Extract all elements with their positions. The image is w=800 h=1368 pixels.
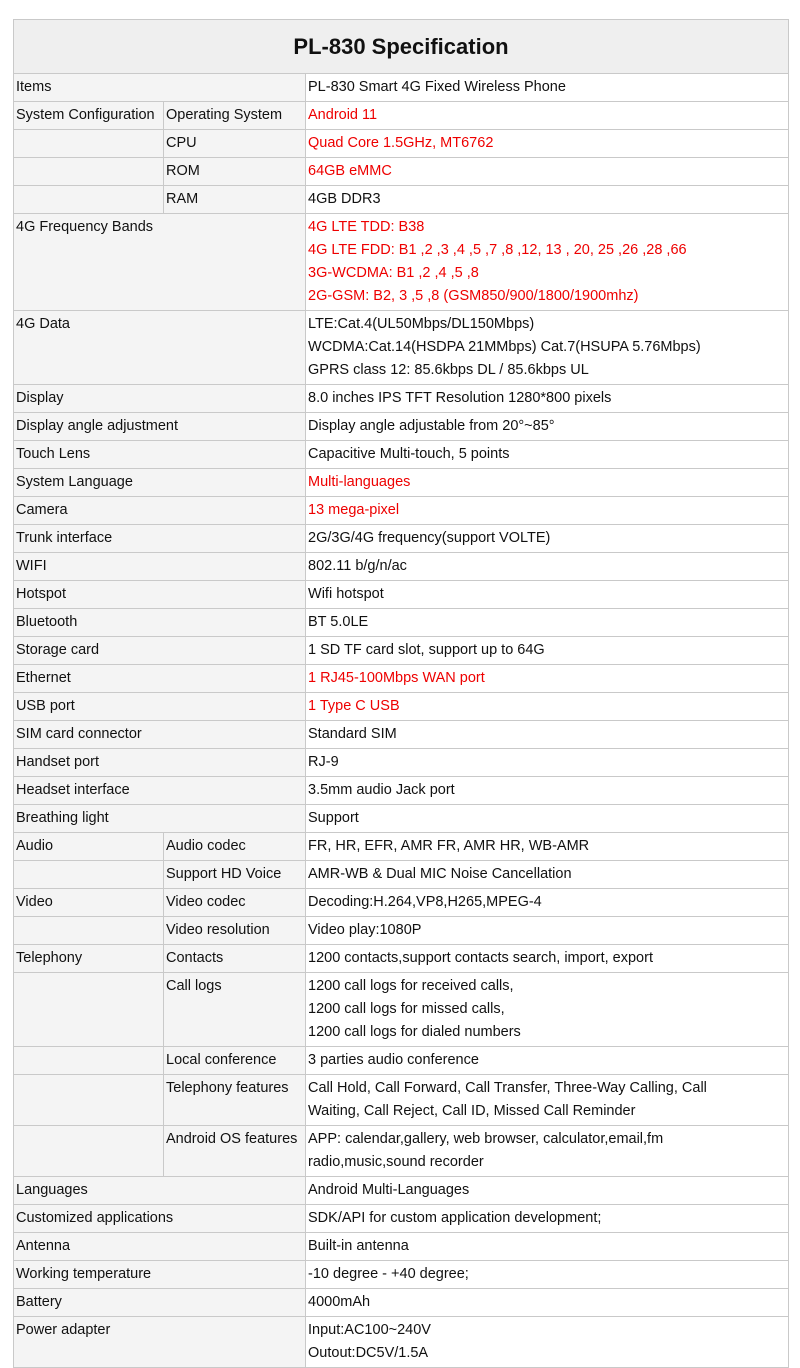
table-row xyxy=(14,553,789,581)
table-row xyxy=(14,1233,789,1261)
spec-value-line: 2G/3G/4G frequency(support VOLTE) xyxy=(308,530,551,546)
spec-group-label: System Configuration xyxy=(14,102,164,130)
spec-sublabel: Android OS features xyxy=(164,1126,306,1177)
spec-value xyxy=(306,158,789,186)
spec-value-line: 4000mAh xyxy=(308,1294,371,1310)
spec-value xyxy=(306,777,789,805)
spec-value-line: 802.11 b/g/n/ac xyxy=(308,558,407,574)
spec-value-line: 3.5mm audio Jack port xyxy=(308,782,455,798)
spec-label: Display angle adjustment xyxy=(14,413,306,441)
spec-sublabel: Local conference xyxy=(164,1047,306,1075)
spec-value xyxy=(306,497,789,525)
spec-value-line: APP: calendar,gallery, web browser, calculator,email,fm xyxy=(308,1131,664,1147)
spec-label: Items xyxy=(14,74,306,102)
spec-value xyxy=(306,889,789,917)
spec-value-line: Android 11 xyxy=(308,107,378,123)
table-row xyxy=(14,1205,789,1233)
spec-value-line: 2G-GSM: B2, 3 ,5 ,8 (GSM850/900/1800/1900mhz) xyxy=(308,288,639,304)
spec-label: 4G Data xyxy=(14,311,306,385)
table-row xyxy=(14,665,789,693)
spec-label: Languages xyxy=(14,1177,306,1205)
spec-value-line: Multi-languages xyxy=(308,474,411,490)
spec-label: Hotspot xyxy=(14,581,306,609)
spec-sublabel: CPU xyxy=(164,130,306,158)
spec-value xyxy=(306,805,789,833)
table-row xyxy=(14,158,789,186)
table-row xyxy=(14,469,789,497)
table-row xyxy=(14,637,789,665)
spec-value-line: RJ-9 xyxy=(308,754,339,770)
spec-value xyxy=(306,693,789,721)
spec-value-line: 64GB eMMC xyxy=(308,163,392,179)
spec-label: Battery xyxy=(14,1289,306,1317)
spec-value xyxy=(306,861,789,889)
table-row xyxy=(14,1047,789,1075)
spec-sublabel: Support HD Voice xyxy=(164,861,306,889)
spec-value-line: LTE:Cat.4(UL50Mbps/DL150Mbps) xyxy=(308,316,535,332)
spec-group-label xyxy=(14,1075,164,1126)
spec-value-line: AMR-WB & Dual MIC Noise Cancellation xyxy=(308,866,572,882)
spec-label: 4G Frequency Bands xyxy=(14,214,306,311)
spec-label: Storage card xyxy=(14,637,306,665)
spec-value xyxy=(306,1261,789,1289)
spec-value-line: Capacitive Multi-touch, 5 points xyxy=(308,446,510,462)
spec-value-line: GPRS class 12: 85.6kbps DL / 85.6kbps UL xyxy=(308,362,589,378)
spec-label: SIM card connector xyxy=(14,721,306,749)
spec-group-label xyxy=(14,186,164,214)
table-row xyxy=(14,917,789,945)
spec-value xyxy=(306,102,789,130)
spec-value xyxy=(306,74,789,102)
table-row xyxy=(14,1075,789,1126)
spec-group-label xyxy=(14,1126,164,1177)
spec-value xyxy=(306,186,789,214)
table-row xyxy=(14,1126,789,1177)
spec-value-line: 1 Type C USB xyxy=(308,698,400,714)
spec-value xyxy=(306,749,789,777)
spec-value xyxy=(306,1289,789,1317)
spec-value xyxy=(306,973,789,1047)
table-row xyxy=(14,1261,789,1289)
spec-label: Power adapter xyxy=(14,1317,306,1368)
spec-label: Display xyxy=(14,385,306,413)
spec-value-line: Video play:1080P xyxy=(308,922,422,938)
spec-value xyxy=(306,1126,789,1177)
table-row xyxy=(14,861,789,889)
spec-value xyxy=(306,413,789,441)
spec-value-line: WCDMA:Cat.14(HSDPA 21MMbps) Cat.7(HSUPA 5.76Mbps) xyxy=(308,339,701,355)
table-row xyxy=(14,889,789,917)
spec-value xyxy=(306,385,789,413)
spec-value xyxy=(306,1047,789,1075)
spec-value-line: 1 RJ45-100Mbps WAN port xyxy=(308,670,485,686)
spec-value-line: Support xyxy=(308,810,359,826)
spec-value xyxy=(306,441,789,469)
table-row xyxy=(14,805,789,833)
spec-value-line: BT 5.0LE xyxy=(308,614,369,630)
spec-value xyxy=(306,553,789,581)
table-row xyxy=(14,833,789,861)
spec-value xyxy=(306,665,789,693)
page-title: PL-830 Specification xyxy=(13,19,789,73)
spec-label: Working temperature xyxy=(14,1261,306,1289)
table-row xyxy=(14,74,789,102)
spec-sublabel: Video codec xyxy=(164,889,306,917)
spec-sheet xyxy=(13,19,789,1368)
spec-value xyxy=(306,609,789,637)
spec-value xyxy=(306,833,789,861)
spec-value-line: 3 parties audio conference xyxy=(308,1052,479,1068)
spec-value xyxy=(306,581,789,609)
table-row xyxy=(14,1289,789,1317)
spec-value xyxy=(306,525,789,553)
table-row xyxy=(14,186,789,214)
spec-label: Breathing light xyxy=(14,805,306,833)
spec-value-line: Android Multi-Languages xyxy=(308,1182,470,1198)
spec-value xyxy=(306,469,789,497)
spec-value-line: 1200 call logs for missed calls, xyxy=(308,1001,505,1017)
spec-value-line: Display angle adjustable from 20°~85° xyxy=(308,418,555,434)
spec-group-label: Video xyxy=(14,889,164,917)
table-row xyxy=(14,945,789,973)
table-row xyxy=(14,497,789,525)
spec-value xyxy=(306,1205,789,1233)
spec-value-line: Decoding:H.264,VP8,H265,MPEG-4 xyxy=(308,894,542,910)
spec-group-label xyxy=(14,1047,164,1075)
table-row xyxy=(14,721,789,749)
spec-value xyxy=(306,130,789,158)
spec-group-label xyxy=(14,130,164,158)
spec-sublabel: Video resolution xyxy=(164,917,306,945)
spec-value-line: Waiting, Call Reject, Call ID, Missed Call Reminder xyxy=(308,1103,636,1119)
table-row xyxy=(14,311,789,385)
spec-value-line: 4GB DDR3 xyxy=(308,191,381,207)
spec-value-line: Call Hold, Call Forward, Call Transfer, Three-Way Calling, Call xyxy=(308,1080,707,1096)
spec-value-line: 3G-WCDMA: B1 ,2 ,4 ,5 ,8 xyxy=(308,265,479,281)
table-row xyxy=(14,102,789,130)
spec-label: WIFI xyxy=(14,553,306,581)
spec-group-label: Telephony xyxy=(14,945,164,973)
table-row xyxy=(14,693,789,721)
spec-value xyxy=(306,1177,789,1205)
spec-value-line: Standard SIM xyxy=(308,726,397,742)
spec-value-line: 1200 call logs for dialed numbers xyxy=(308,1024,521,1040)
table-row xyxy=(14,777,789,805)
spec-value xyxy=(306,1317,789,1368)
spec-table xyxy=(13,73,789,1368)
spec-sublabel: Call logs xyxy=(164,973,306,1047)
spec-value-line: Quad Core 1.5GHz, MT6762 xyxy=(308,135,494,151)
spec-sublabel: Operating System xyxy=(164,102,306,130)
spec-value xyxy=(306,917,789,945)
spec-value-line: FR, HR, EFR, AMR FR, AMR HR, WB-AMR xyxy=(308,838,590,854)
spec-value xyxy=(306,214,789,311)
spec-value-line: PL-830 Smart 4G Fixed Wireless Phone xyxy=(308,79,566,95)
table-row xyxy=(14,1177,789,1205)
spec-label: Handset port xyxy=(14,749,306,777)
spec-value-line: 4G LTE FDD: B1 ,2 ,3 ,4 ,5 ,7 ,8 ,12, 13 , 20, 25 ,26 ,28 ,66 xyxy=(308,242,687,258)
spec-label: Customized applications xyxy=(14,1205,306,1233)
table-row xyxy=(14,609,789,637)
table-row xyxy=(14,413,789,441)
table-row xyxy=(14,1317,789,1368)
table-row xyxy=(14,214,789,311)
spec-value-line: SDK/API for custom application development; xyxy=(308,1210,602,1226)
spec-value-line: 1200 call logs for received calls, xyxy=(308,978,514,994)
table-row xyxy=(14,749,789,777)
spec-group-label xyxy=(14,861,164,889)
spec-value-line: -10 degree - +40 degree; xyxy=(308,1266,469,1282)
spec-sublabel: Audio codec xyxy=(164,833,306,861)
table-row xyxy=(14,973,789,1047)
spec-label: Touch Lens xyxy=(14,441,306,469)
table-row xyxy=(14,525,789,553)
table-row xyxy=(14,385,789,413)
spec-value xyxy=(306,1233,789,1261)
spec-label: Ethernet xyxy=(14,665,306,693)
spec-group-label xyxy=(14,917,164,945)
spec-label: Camera xyxy=(14,497,306,525)
spec-label: Bluetooth xyxy=(14,609,306,637)
spec-sublabel: ROM xyxy=(164,158,306,186)
spec-value xyxy=(306,945,789,973)
spec-value-line: Wifi hotspot xyxy=(308,586,384,602)
table-row xyxy=(14,441,789,469)
spec-label: Antenna xyxy=(14,1233,306,1261)
spec-value xyxy=(306,311,789,385)
spec-value-line: 8.0 inches IPS TFT Resolution 1280*800 pixels xyxy=(308,390,612,406)
spec-group-label xyxy=(14,973,164,1047)
spec-sublabel: Telephony features xyxy=(164,1075,306,1126)
table-row xyxy=(14,130,789,158)
spec-value-line: 4G LTE TDD: B38 xyxy=(308,219,425,235)
spec-group-label: Audio xyxy=(14,833,164,861)
spec-value xyxy=(306,637,789,665)
spec-value-line: 13 mega-pixel xyxy=(308,502,400,518)
spec-value-line: radio,music,sound recorder xyxy=(308,1154,484,1170)
spec-sublabel: Contacts xyxy=(164,945,306,973)
spec-value-line: 1200 contacts,support contacts search, import, export xyxy=(308,950,653,966)
spec-label: System Language xyxy=(14,469,306,497)
spec-label: USB port xyxy=(14,693,306,721)
spec-group-label xyxy=(14,158,164,186)
spec-value-line: Input:AC100~240V xyxy=(308,1322,431,1338)
spec-label: Headset interface xyxy=(14,777,306,805)
spec-value-line: Built-in antenna xyxy=(308,1238,409,1254)
spec-sublabel: RAM xyxy=(164,186,306,214)
spec-value-line: Outout:DC5V/1.5A xyxy=(308,1345,429,1361)
spec-value xyxy=(306,721,789,749)
spec-label: Trunk interface xyxy=(14,525,306,553)
spec-value xyxy=(306,1075,789,1126)
table-row xyxy=(14,581,789,609)
spec-value-line: 1 SD TF card slot, support up to 64G xyxy=(308,642,545,658)
